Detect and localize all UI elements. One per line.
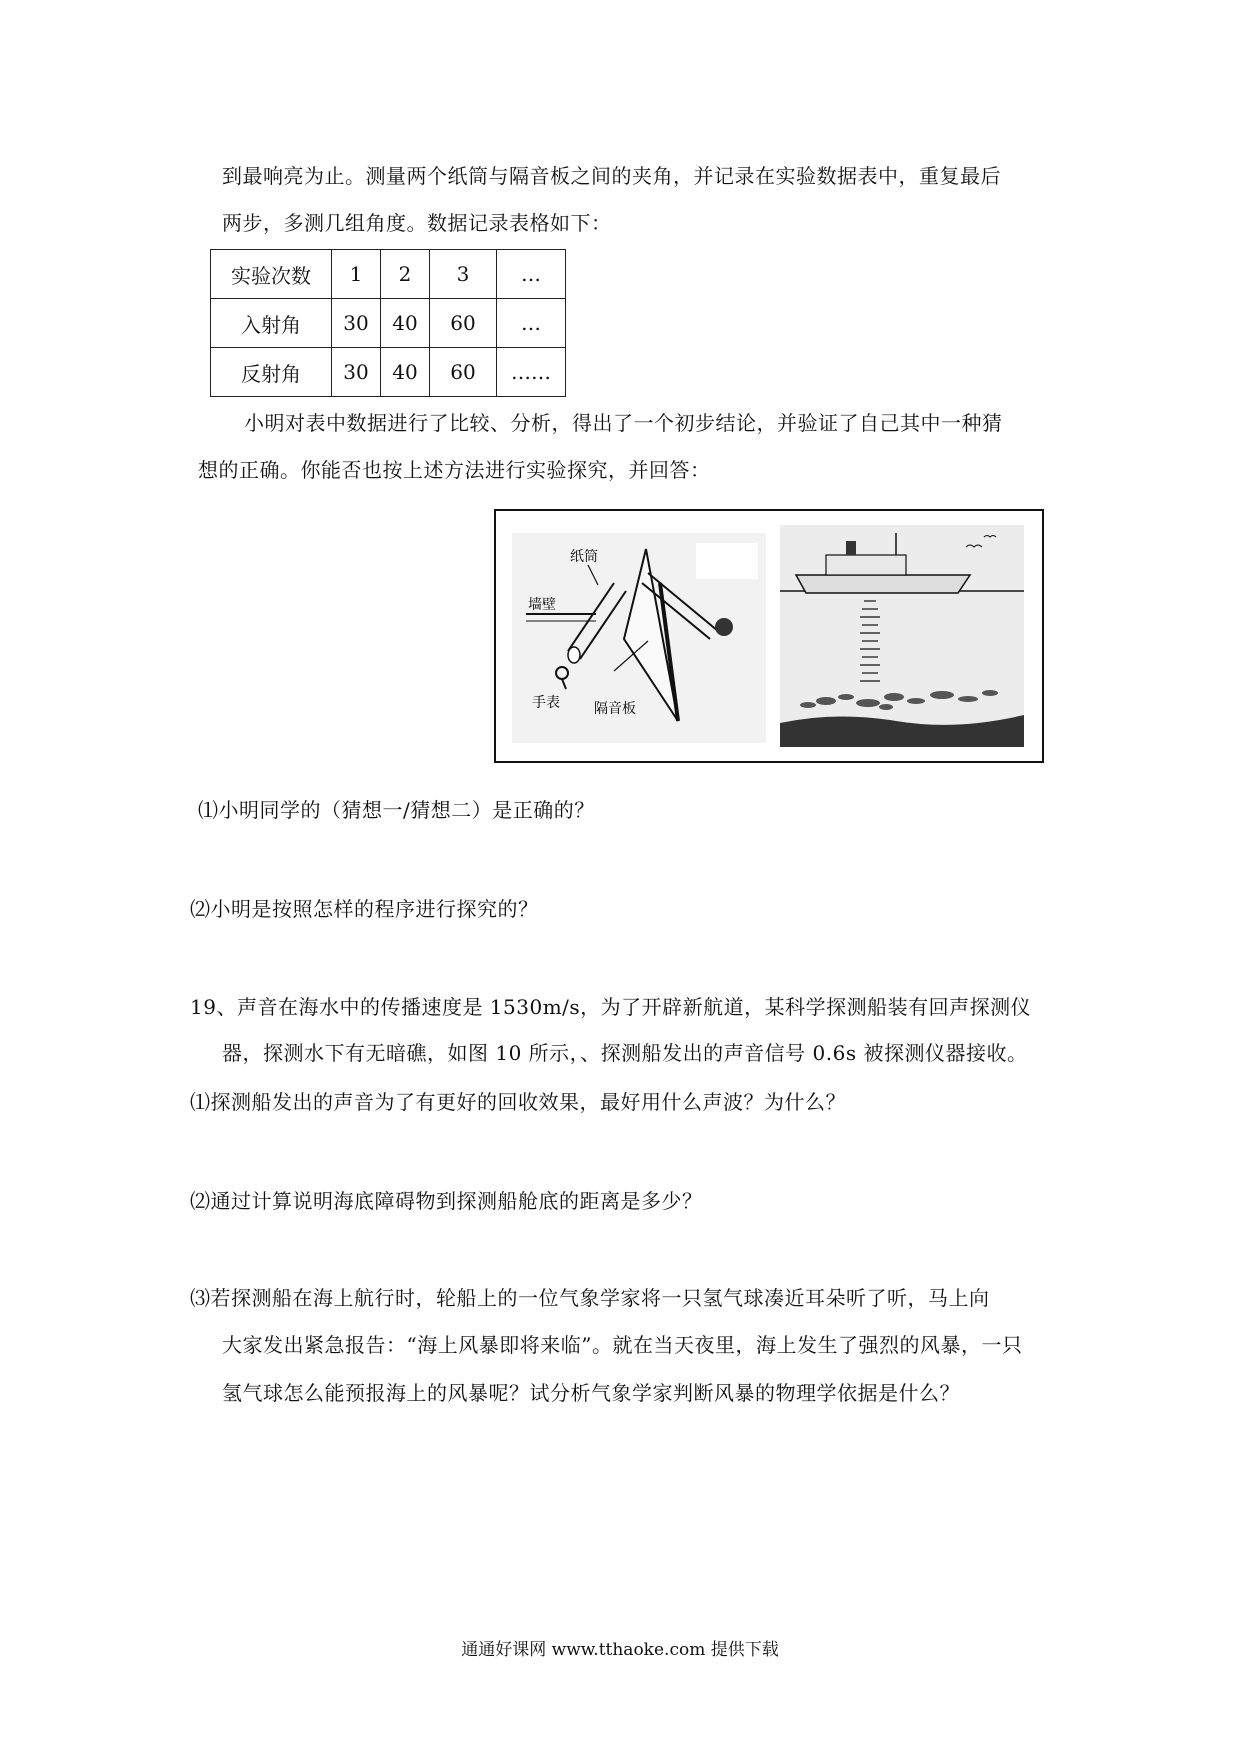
label-wall: 墙壁 — [528, 597, 556, 613]
paragraph1-line1: 到最响亮为止。测量两个纸筒与隔音板之间的夹角，并记录在实验数据表中，重复最后 — [222, 164, 1001, 188]
table-row — [211, 250, 566, 299]
page-footer: 通通好课网 www.tthaoke.com 提供下载 — [461, 1640, 779, 1660]
question19-line2: 器，探测水下有无暗礁，如图 10 所示，、探测船发出的声音信号 0.6s 被探测仪器接收。 — [222, 1041, 1028, 1065]
table-cell: 60 — [430, 299, 497, 348]
table-cell: 30 — [332, 299, 381, 348]
label-board: 隔音板 — [594, 701, 636, 717]
table-cell: 2 — [381, 250, 430, 299]
question19-1: ⑴探测船发出的声音为了有更好的回收效果，最好用什么声波？为什么？ — [190, 1090, 846, 1114]
table-cell: … — [497, 250, 566, 299]
table-cell: 实验次数 — [211, 250, 332, 299]
label-tube: 纸筒 — [570, 549, 598, 565]
table-cell: …… — [497, 348, 566, 397]
ship-funnel — [846, 541, 856, 555]
ship-panel — [780, 525, 1024, 747]
table-cell: 3 — [430, 250, 497, 299]
experiment-figure — [494, 509, 1044, 763]
table-cell: 入射角 — [211, 299, 332, 348]
paragraph1-line2: 两步，多测几组角度。数据记录表格如下： — [222, 211, 612, 235]
data-table — [210, 249, 566, 397]
table-cell: … — [497, 299, 566, 348]
blank-patch — [696, 543, 758, 579]
question18-2: ⑵小明是按照怎样的程序进行探究的？ — [190, 897, 539, 921]
ear-icon — [715, 618, 733, 636]
question19-line1: 19、声音在海水中的传播速度是 1530m/s，为了开辟新航道，某科学探测船装有回声探测仪 — [190, 995, 1032, 1019]
question18-1: ⑴小明同学的（猜想一/猜想二）是正确的？ — [198, 798, 595, 822]
paragraph2-line2: 想的正确。你能否也按上述方法进行实验探究，并回答： — [198, 458, 711, 482]
question19-3-line3: 氢气球怎么能预报海上的风暴呢？试分析气象学家判断风暴的物理学依据是什么？ — [222, 1381, 960, 1405]
question19-3-line1: ⑶若探测船在海上航行时，轮船上的一位气象学家将一只氢气球凑近耳朵听了听，马上向 — [190, 1286, 990, 1310]
table-cell: 30 — [332, 348, 381, 397]
question19-2: ⑵通过计算说明海底障碍物到探测船舱底的距离是多少？ — [190, 1189, 703, 1213]
table-cell: 反射角 — [211, 348, 332, 397]
table-cell: 40 — [381, 299, 430, 348]
ship-cabin — [826, 555, 906, 575]
table-row — [211, 299, 566, 348]
table-row — [211, 348, 566, 397]
paragraph2-line1: 小明对表中数据进行了比较、分析，得出了一个初步结论，并验证了自己其中一种猜 — [244, 411, 1003, 435]
figure-illustration — [496, 511, 1042, 761]
ship-hull — [796, 575, 970, 593]
question19-3-line2: 大家发出紧急报告：“海上风暴即将来临”。就在当天夜里，海上发生了强烈的风暴，一只 — [222, 1333, 1023, 1357]
table-cell: 40 — [381, 348, 430, 397]
table-cell: 60 — [430, 348, 497, 397]
table-cell: 1 — [332, 250, 381, 299]
label-watch: 手表 — [532, 695, 560, 711]
